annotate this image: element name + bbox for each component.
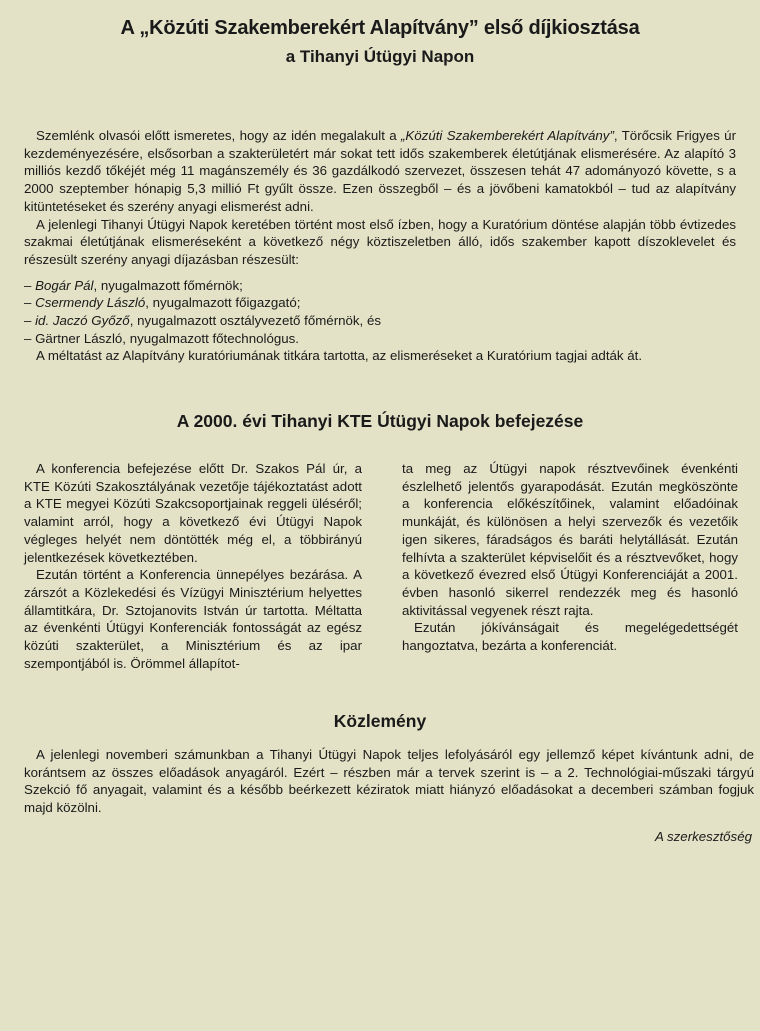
list-item: [24, 312, 736, 330]
closing-right-paragraph-2: Ezután jókívánságait és megelégedettségét hangoztatva, bezárta a konferenciát.: [402, 620, 738, 654]
foundation-name: „Közúti Szakemberekért Alapítvány”: [400, 128, 614, 143]
closing-right-paragraph-1: ta meg az Útügyi napok résztvevőinek évenkénti észlelhető jelentős gyarapodását. Ezután megköszönte a konferencia előkészítőinek, valamint előadóinak munkáját, és különösen a helyi szervezők és vezetőik igen sikeres, fáradságos és baráti helytállását. Ezután felhívta a szakterület képviselőit és a résztvevőket, hogy a következő évezred első Útügyi Konferenciáját a 2001. évben hasonló sikerrel rendezzék meg és hasonló aktivitással vegyenek részt rajta.: [402, 461, 738, 618]
closing-right-column: [402, 460, 738, 655]
list-item: [24, 330, 736, 348]
list-item: [24, 277, 736, 295]
closing-left-paragraph-1: A konferencia befejezése előtt Dr. Szakos Pál úr, a KTE Közúti Szakosztályának vezetője tájékoztatást adott a KTE megyei Közúti Szakcsoportjainak reggeli üléséről; valamint arról, hogy a következő évi Útügyi Napok végleges helyét nem döntötték még el, a többirányú jelentkezések következtében.: [24, 461, 362, 565]
closing-left-paragraph-2: Ezután történt a Konferencia ünnepélyes bezárása. A zárszót a Közlekedési és Vízügyi Minisztérium helyettes államtitkára, Dr. Sztojanovits István úr tartotta. Méltatta az évenkénti Útügyi Konferenciák fontosságát az egész közúti szakterület, a Minisztérium és az ipar szempontjából is. Örömmel állapítot-: [24, 567, 362, 671]
intro-p1-end: , Törőcsik Frigyes úr kezdeményezésére, elsősorban a szakterületért már sokat tett idős szakemberek életútjának elismerésére. Az alapító 3 milliós kezdő tőkéjét még 11 magánszemély és 36 gazdálkodó szervezet, összesen tehát 47 adományozó követte, s a 2000 szeptember hónapig 5,3 millió Ft gyűlt össze. Ezen összegből – és a jövőbeni kamatokból – tud az alapítvány kitüntetéseket és szerény anyagi elismerést adni.: [24, 128, 737, 214]
notice-section: [24, 746, 754, 817]
list-item: [24, 294, 736, 312]
notice-paragraph: A jelenlegi novemberi számunkban a Tihanyi Útügyi Napok teljes lefolyásáról egy jellemző képet kívántunk adni, de korántsem az összes előadások anyagáról. Ezért – részben már a tervek szerint is – a 2. Technológiai-műszaki tárgyú Szekció fő anyagait, valamint és a később beérkezett kéziratok miatt hiányzó előadásokat a decemberi számban fogjuk majd közölni.: [24, 747, 754, 816]
closing-left-column: [24, 460, 362, 672]
awardee-name: Csermendy László: [35, 295, 146, 311]
awardee-name: Bogár Pál: [35, 277, 94, 293]
editorial-signature: A szerkesztőség: [654, 829, 752, 844]
awardee-role: , nyugalmazott osztályvezető főmérnök, és: [129, 313, 381, 329]
section-heading-notice: Közlemény: [333, 711, 427, 731]
intro-section: [24, 127, 736, 365]
awardee-list: [24, 277, 736, 348]
awardee-name: id. Jaczó Győző: [35, 313, 130, 329]
intro-paragraph-1: [24, 127, 736, 216]
page-subtitle: a Tihanyi Útügyi Napon: [285, 47, 475, 66]
intro-paragraph-3: A méltatást az Alapítvány kuratóriumának titkára tartotta, az elismeréseket a Kuratórium tagjai adták át.: [36, 348, 643, 364]
intro-p1-start: Szemlénk olvasói előtt ismeretes, hogy az idén megalakult a: [36, 128, 401, 143]
awardee-role: , nyugalmazott főmérnök;: [93, 277, 243, 293]
page-title: A „Közúti Szakemberekért Alapítvány” első díjkiosztása: [120, 17, 640, 39]
awardee-role: , nyugalmazott főigazgató;: [145, 295, 301, 311]
awardee-role: Gärtner László, nyugalmazott főtechnológus.: [35, 330, 299, 346]
intro-paragraph-2: A jelenlegi Tihanyi Útügyi Napok keretében történt most első ízben, hogy a Kuratórium döntése alapján több évtizedes szakmai életútjának elismeréseként a következő négy köztiszeletben álló, idős szakember kapott díszoklevelet és részesült szerény anyagi díjazásban részesült:: [24, 216, 736, 267]
section-heading-closing: A 2000. évi Tihanyi KTE Útügyi Napok befejezése: [176, 411, 584, 431]
